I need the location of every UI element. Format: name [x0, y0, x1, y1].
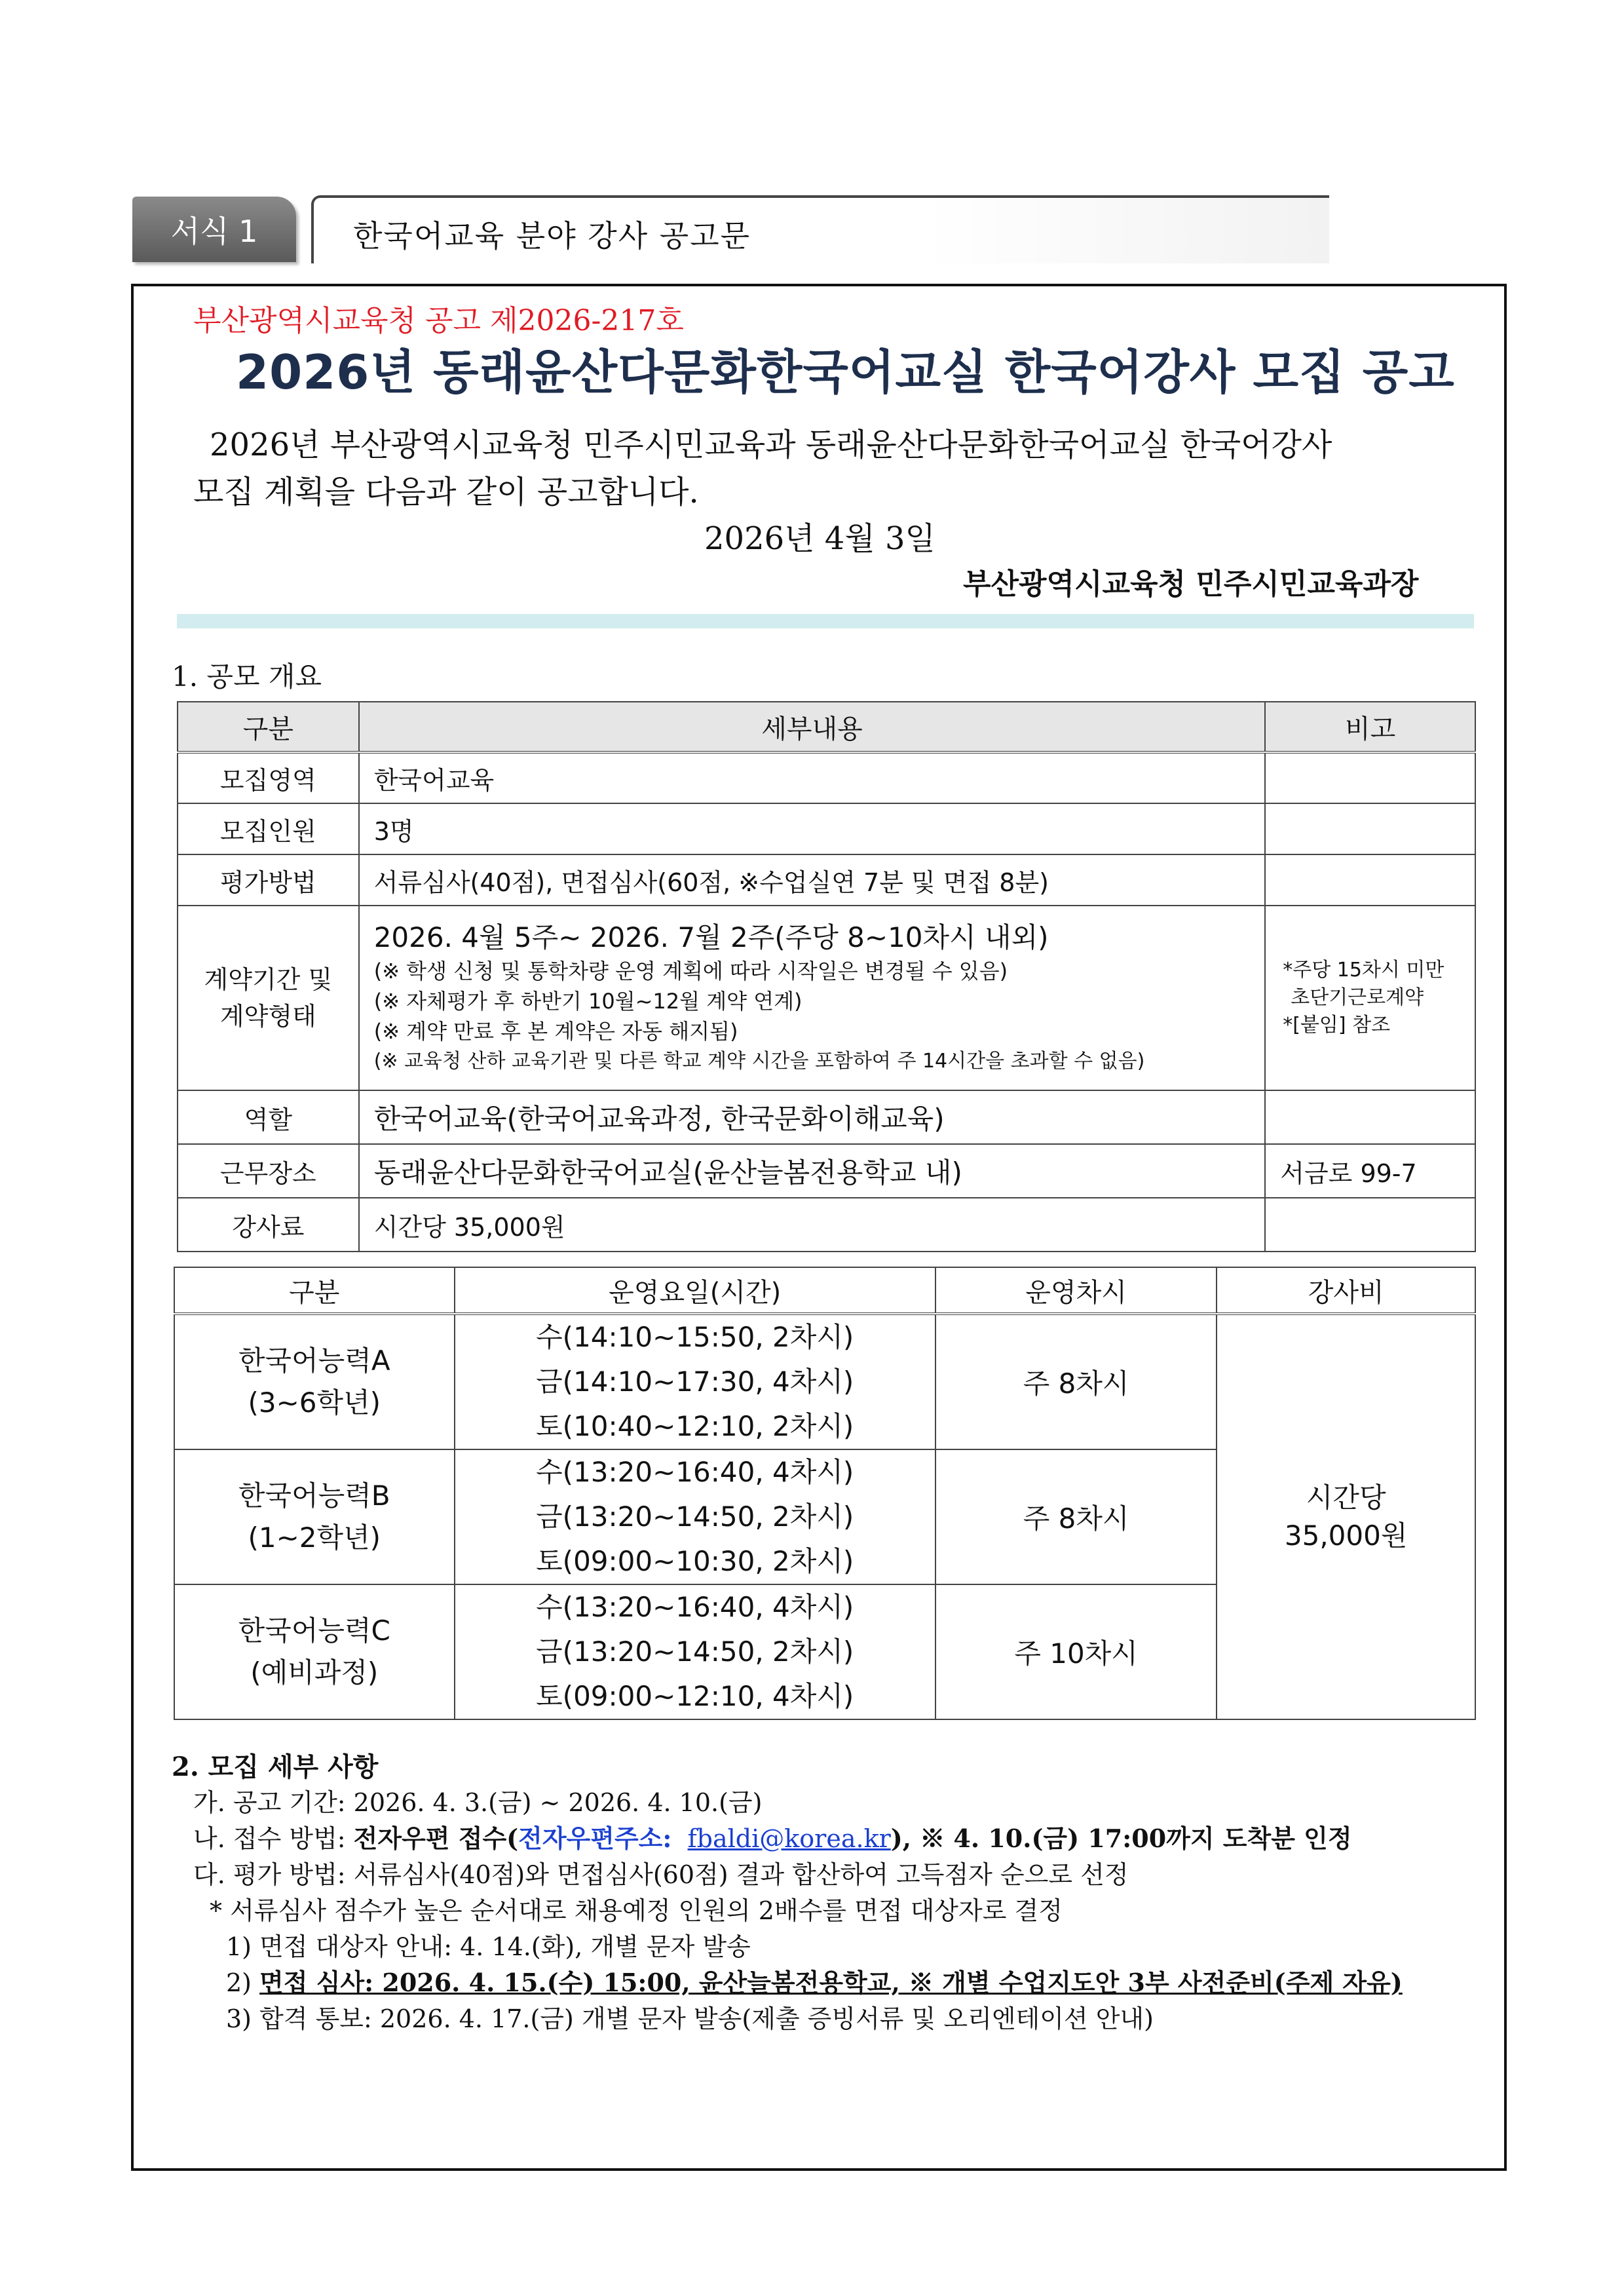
remark-3: *[붙임] 참조	[1283, 1014, 1391, 1037]
title-divider	[177, 614, 1474, 628]
table-row	[174, 1314, 1475, 1449]
schedule-header-row	[174, 1267, 1475, 1314]
section-2-title: 2. 모집 세부 사항	[172, 1751, 379, 1782]
contract-period: 2026. 4월 5주~ 2026. 7월 2주(주당 8~10차시 내외)	[373, 921, 1049, 953]
form-title: 한국어교육 분야 강사 공고문	[353, 218, 751, 254]
day-slot: 수(14:10~15:50, 2차시)	[536, 1321, 854, 1353]
item-period: 가. 공고 기간: 2026. 4. 3.(금) ~ 2026. 4. 10.(금)	[193, 1788, 763, 1817]
header-class: 구분	[174, 1267, 455, 1314]
row-value: 한국어교육	[359, 752, 1266, 803]
contract-note-2: (※ 자체평가 후 하반기 10월~12월 계약 연계)	[373, 989, 803, 1014]
day-slot: 금(13:20~14:50, 2차시)	[536, 1501, 854, 1533]
row-label: 강사료	[178, 1198, 359, 1252]
item-step-2	[226, 1962, 1403, 1999]
contract-label-1: 계약기간 및	[204, 965, 333, 994]
class-grade: (3~6학년)	[248, 1387, 381, 1419]
instructor-fee	[1217, 1314, 1475, 1719]
header-fee: 강사비	[1217, 1267, 1475, 1314]
class-days	[455, 1314, 935, 1449]
issuer: 부산광역시교육청 민주시민교육과장	[963, 567, 1419, 601]
header-category: 구분	[178, 702, 359, 752]
row-note	[1265, 803, 1475, 854]
day-slot: 금(13:20~14:50, 2차시)	[536, 1636, 854, 1668]
notice-date: 2026년 4월 3일	[704, 520, 935, 557]
item-step-1: 1) 면접 대상자 안내: 4. 14.(화), 개별 문자 발송	[226, 1932, 751, 1961]
contract-note-1: (※ 학생 신청 및 통학차량 운영 계획에 따라 시작일은 변경될 수 있음)	[373, 959, 1008, 984]
section-1-title: 1. 공모 개요	[172, 660, 322, 693]
fee-line-2: 35,000원	[1284, 1520, 1408, 1552]
table-row	[178, 1090, 1475, 1144]
row-note	[1265, 752, 1475, 803]
row-note	[1265, 1090, 1475, 1144]
header-days: 운영요일(시간)	[455, 1267, 935, 1314]
day-slot: 토(10:40~12:10, 2차시)	[536, 1410, 854, 1442]
row-value: 3명	[359, 803, 1266, 854]
class-grade: (예비과정)	[250, 1656, 379, 1689]
contract-label-2: 계약형태	[219, 1002, 316, 1031]
row-note	[1265, 1198, 1475, 1252]
remark-1: *주당 15차시 미만	[1283, 959, 1445, 982]
table-row	[178, 752, 1475, 803]
row-note: 서금로 99-7	[1265, 1144, 1475, 1198]
notice-number: 부산광역시교육청 공고 제2026-217호	[193, 304, 684, 337]
contract-details	[359, 906, 1266, 1090]
row-value: 동래윤산다문화한국어교실(윤산늘봄전용학교 내)	[359, 1144, 1266, 1198]
item-evaluation: 다. 평가 방법: 서류심사(40점)와 면접심사(60점) 결과 합산하여 고득점자 순으로 선정	[193, 1860, 1129, 1889]
class-title: 한국어능력B	[238, 1480, 390, 1512]
item-method	[193, 1818, 1352, 1854]
day-slot: 수(13:20~16:40, 4차시)	[536, 1591, 854, 1623]
day-slot: 수(13:20~16:40, 4차시)	[536, 1456, 854, 1488]
class-name	[174, 1314, 455, 1449]
class-title: 한국어능력A	[238, 1345, 390, 1377]
overview-table	[177, 701, 1476, 1252]
class-sessions: 주 8차시	[935, 1314, 1217, 1449]
method-prefix: 나. 접수 방법:	[193, 1824, 354, 1853]
email-label: 전자우편주소:	[518, 1824, 672, 1853]
row-label: 근무장소	[178, 1144, 359, 1198]
class-sessions: 주 10차시	[935, 1584, 1217, 1719]
class-sessions: 주 8차시	[935, 1449, 1217, 1584]
step-2-bold: 면접 심사: 2026. 4. 15.(수) 15:00, 윤산늘봄전용학교, ※ 개별 수업지도안 3부 사전준비(주제 자유)	[259, 1968, 1403, 1997]
table-row	[178, 803, 1475, 854]
email-link[interactable]: fbaldi@korea.kr	[687, 1824, 891, 1853]
class-days	[455, 1449, 935, 1584]
class-name	[174, 1449, 455, 1584]
page-title: 2026년 동래윤산다문화한국어교실 한국어강사 모집 공고	[236, 345, 1455, 400]
intro-line-1: 2026년 부산광역시교육청 민주시민교육과 동래윤산다문화한국어교실 한국어강사	[210, 427, 1332, 463]
row-label: 역할	[178, 1090, 359, 1144]
remark-2: 초단기근로계약	[1291, 986, 1424, 1009]
table-row	[178, 1198, 1475, 1252]
table-row	[178, 906, 1475, 1090]
item-screening-note: * 서류심사 점수가 높은 순서대로 채용예정 인원의 2배수를 면접 대상자로 결정	[210, 1896, 1063, 1925]
method-suffix: ), ※ 4. 10.(금) 17:00까지 도착분 인정	[890, 1824, 1352, 1853]
day-slot: 토(09:00~12:10, 4차시)	[536, 1680, 854, 1712]
row-label	[178, 906, 359, 1090]
row-note	[1265, 854, 1475, 906]
contract-note-4: (※ 교육청 산하 교육기관 및 다른 학교 계약 시간을 포함하여 주 14시간을 초과할 수 없음)	[373, 1050, 1145, 1073]
row-value: 한국어교육(한국어교육과정, 한국문화이해교육)	[359, 1090, 1266, 1144]
form-title-box	[311, 195, 1329, 263]
method-bold: 전자우편 접수(	[353, 1824, 519, 1853]
row-label: 모집영역	[178, 752, 359, 803]
row-label: 모집인원	[178, 803, 359, 854]
header-details: 세부내용	[359, 702, 1266, 752]
header-note: 비고	[1265, 702, 1475, 752]
day-slot: 토(09:00~10:30, 2차시)	[536, 1545, 854, 1577]
fee-line-1: 시간당	[1306, 1482, 1386, 1514]
schedule-table	[174, 1267, 1476, 1720]
class-days	[455, 1584, 935, 1719]
class-grade: (1~2학년)	[248, 1521, 381, 1554]
class-name	[174, 1584, 455, 1719]
header-sessions: 운영차시	[935, 1267, 1217, 1314]
contract-remarks	[1265, 906, 1475, 1090]
overview-header-row	[178, 702, 1475, 752]
step-2-prefix: 2)	[226, 1968, 260, 1997]
row-value: 시간당 35,000원	[359, 1198, 1266, 1252]
item-step-3: 3) 합격 통보: 2026. 4. 17.(금) 개별 문자 발송(제출 증빙서류 및 오리엔테이션 안내)	[226, 2004, 1154, 2033]
class-title: 한국어능력C	[238, 1615, 390, 1647]
row-label: 평가방법	[178, 854, 359, 906]
day-slot: 금(14:10~17:30, 4차시)	[536, 1366, 854, 1398]
contract-note-3: (※ 계약 만료 후 본 계약은 자동 해지됨)	[373, 1019, 738, 1044]
form-number-tab: 서식 1	[132, 197, 296, 262]
row-value: 서류심사(40점), 면접심사(60점, ※수업실연 7분 및 면접 8분)	[359, 854, 1266, 906]
table-row	[178, 1144, 1475, 1198]
intro-line-2: 모집 계획을 다음과 같이 공고합니다.	[193, 474, 699, 510]
table-row	[178, 854, 1475, 906]
